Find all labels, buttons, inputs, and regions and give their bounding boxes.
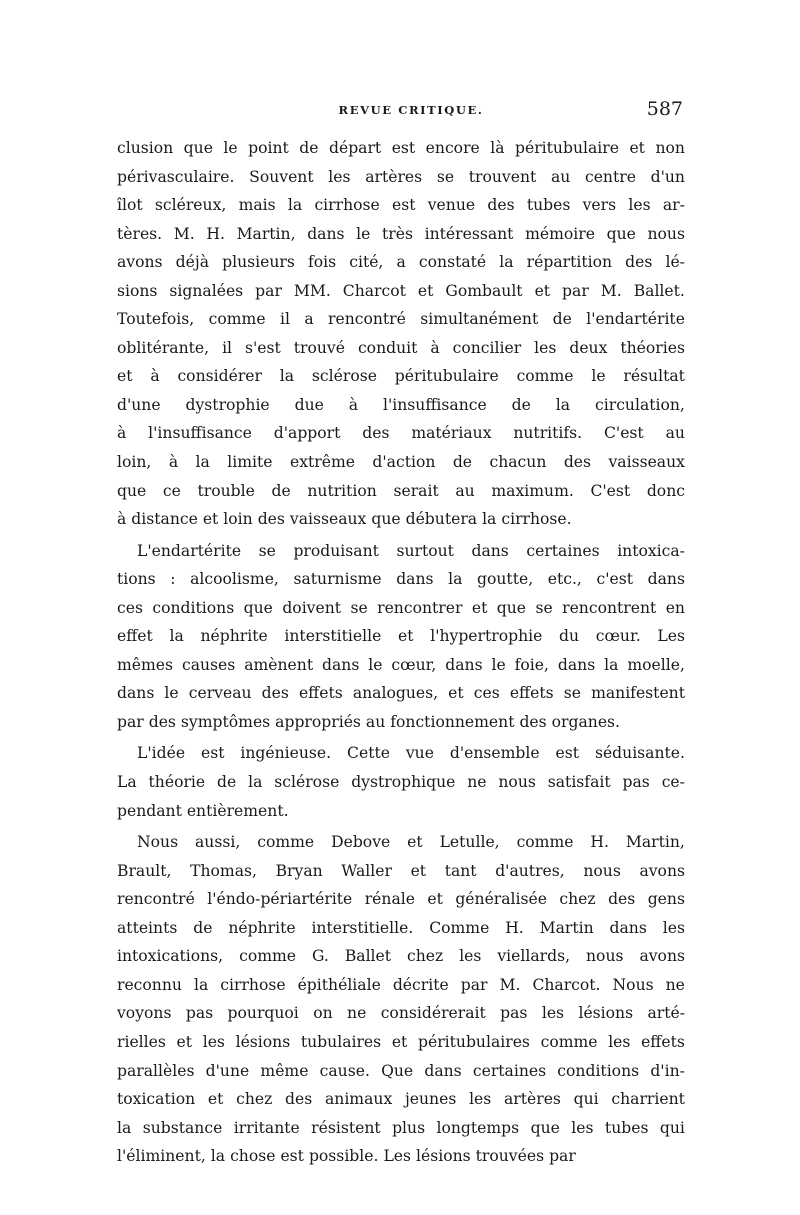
text-line: par des symptômes appropriés au fonctionnement des organes. bbox=[117, 712, 621, 731]
text-line: la substance irritante résistent plus longtemps que les tubes qui bbox=[117, 1118, 685, 1137]
text-line: dans le cerveau des effets analogues, et ces effets se manifestent bbox=[117, 684, 685, 703]
text-line: intoxications, comme G. Ballet chez les viellards, nous avons bbox=[117, 947, 685, 966]
text-line: périvasculaire. Souvent les artères se trouvent au centre d'un bbox=[117, 167, 685, 186]
text-line: à l'insuffisance d'apport des matériaux nutritifs. C'est au bbox=[117, 424, 685, 443]
body-text bbox=[117, 134, 685, 1171]
text-line: rielles et les lésions tubulaires et péritubulaires comme les effets bbox=[117, 1032, 685, 1051]
paragraph bbox=[117, 828, 685, 1171]
text-line: voyons pas pourquoi on ne considérerait pas les lésions arté- bbox=[117, 1004, 685, 1023]
text-line: îlot scléreux, mais la cirrhose est venue des tubes vers les ar- bbox=[117, 196, 685, 215]
text-line: Nous aussi, comme Debove et Letulle, comme H. Martin, bbox=[137, 833, 685, 852]
text-line: Toutefois, comme il a rencontré simultanément de l'endartérite bbox=[117, 310, 685, 329]
text-line: à distance et loin des vaisseaux que débutera la cirrhose. bbox=[117, 510, 572, 529]
text-line: effet la néphrite interstitielle et l'hypertrophie du cœur. Les bbox=[117, 627, 685, 646]
text-line: que ce trouble de nutrition serait au maximum. C'est donc bbox=[117, 481, 685, 500]
text-line: Brault, Thomas, Bryan Waller et tant d'autres, nous avons bbox=[117, 861, 685, 880]
text-line: L'endartérite se produisant surtout dans certaines intoxica- bbox=[137, 541, 685, 560]
text-line: d'une dystrophie due à l'insuffisance de la circulation, bbox=[117, 395, 685, 414]
text-line: reconnu la cirrhose épithéliale décrite par M. Charcot. Nous ne bbox=[117, 975, 685, 994]
text-line: rencontré l'éndo-périartérite rénale et généralisée chez des gens bbox=[117, 890, 685, 909]
text-line: atteints de néphrite interstitielle. Comme H. Martin dans les bbox=[117, 918, 685, 937]
text-line: La théorie de la sclérose dystrophique ne nous satisfait pas ce- bbox=[117, 773, 685, 792]
text-line: tères. M. H. Martin, dans le très intéressant mémoire que nous bbox=[117, 224, 685, 243]
text-line: pendant entièrement. bbox=[117, 801, 289, 820]
paragraph bbox=[117, 537, 685, 737]
text-line: parallèles d'une même cause. Que dans certaines conditions d'in- bbox=[117, 1061, 685, 1080]
paragraph bbox=[117, 134, 685, 534]
page-number: 587 bbox=[646, 98, 683, 120]
text-line: tions : alcoolisme, saturnisme dans la goutte, etc., c'est dans bbox=[117, 570, 685, 589]
text-line: oblitérante, il s'est trouvé conduit à concilier les deux théories bbox=[117, 338, 685, 357]
running-head: REVUE CRITIQUE. bbox=[338, 103, 484, 117]
text-line: l'éliminent, la chose est possible. Les lésions trouvées par bbox=[117, 1147, 576, 1166]
text-line: avons déjà plusieurs fois cité, a constaté la répartition des lé- bbox=[117, 253, 685, 272]
paragraph bbox=[117, 739, 685, 825]
text-line: clusion que le point de départ est encore là péritubulaire et non bbox=[117, 139, 685, 157]
text-line: ces conditions que doivent se rencontrer et que se rencontrent en bbox=[117, 598, 685, 617]
text-line: L'idée est ingénieuse. Cette vue d'ensemble est séduisante. bbox=[137, 744, 685, 763]
page-header bbox=[117, 98, 685, 124]
text-line: loin, à la limite extrême d'action de chacun des vaisseaux bbox=[117, 453, 685, 472]
text-line: mêmes causes amènent dans le cœur, dans le foie, dans la moelle, bbox=[117, 655, 685, 674]
text-line: toxication et chez des animaux jeunes les artères qui charrient bbox=[117, 1090, 685, 1109]
text-line: sions signalées par MM. Charcot et Gombault et par M. Ballet. bbox=[117, 281, 685, 300]
text-line: et à considérer la sclérose péritubulaire comme le résultat bbox=[117, 367, 685, 386]
